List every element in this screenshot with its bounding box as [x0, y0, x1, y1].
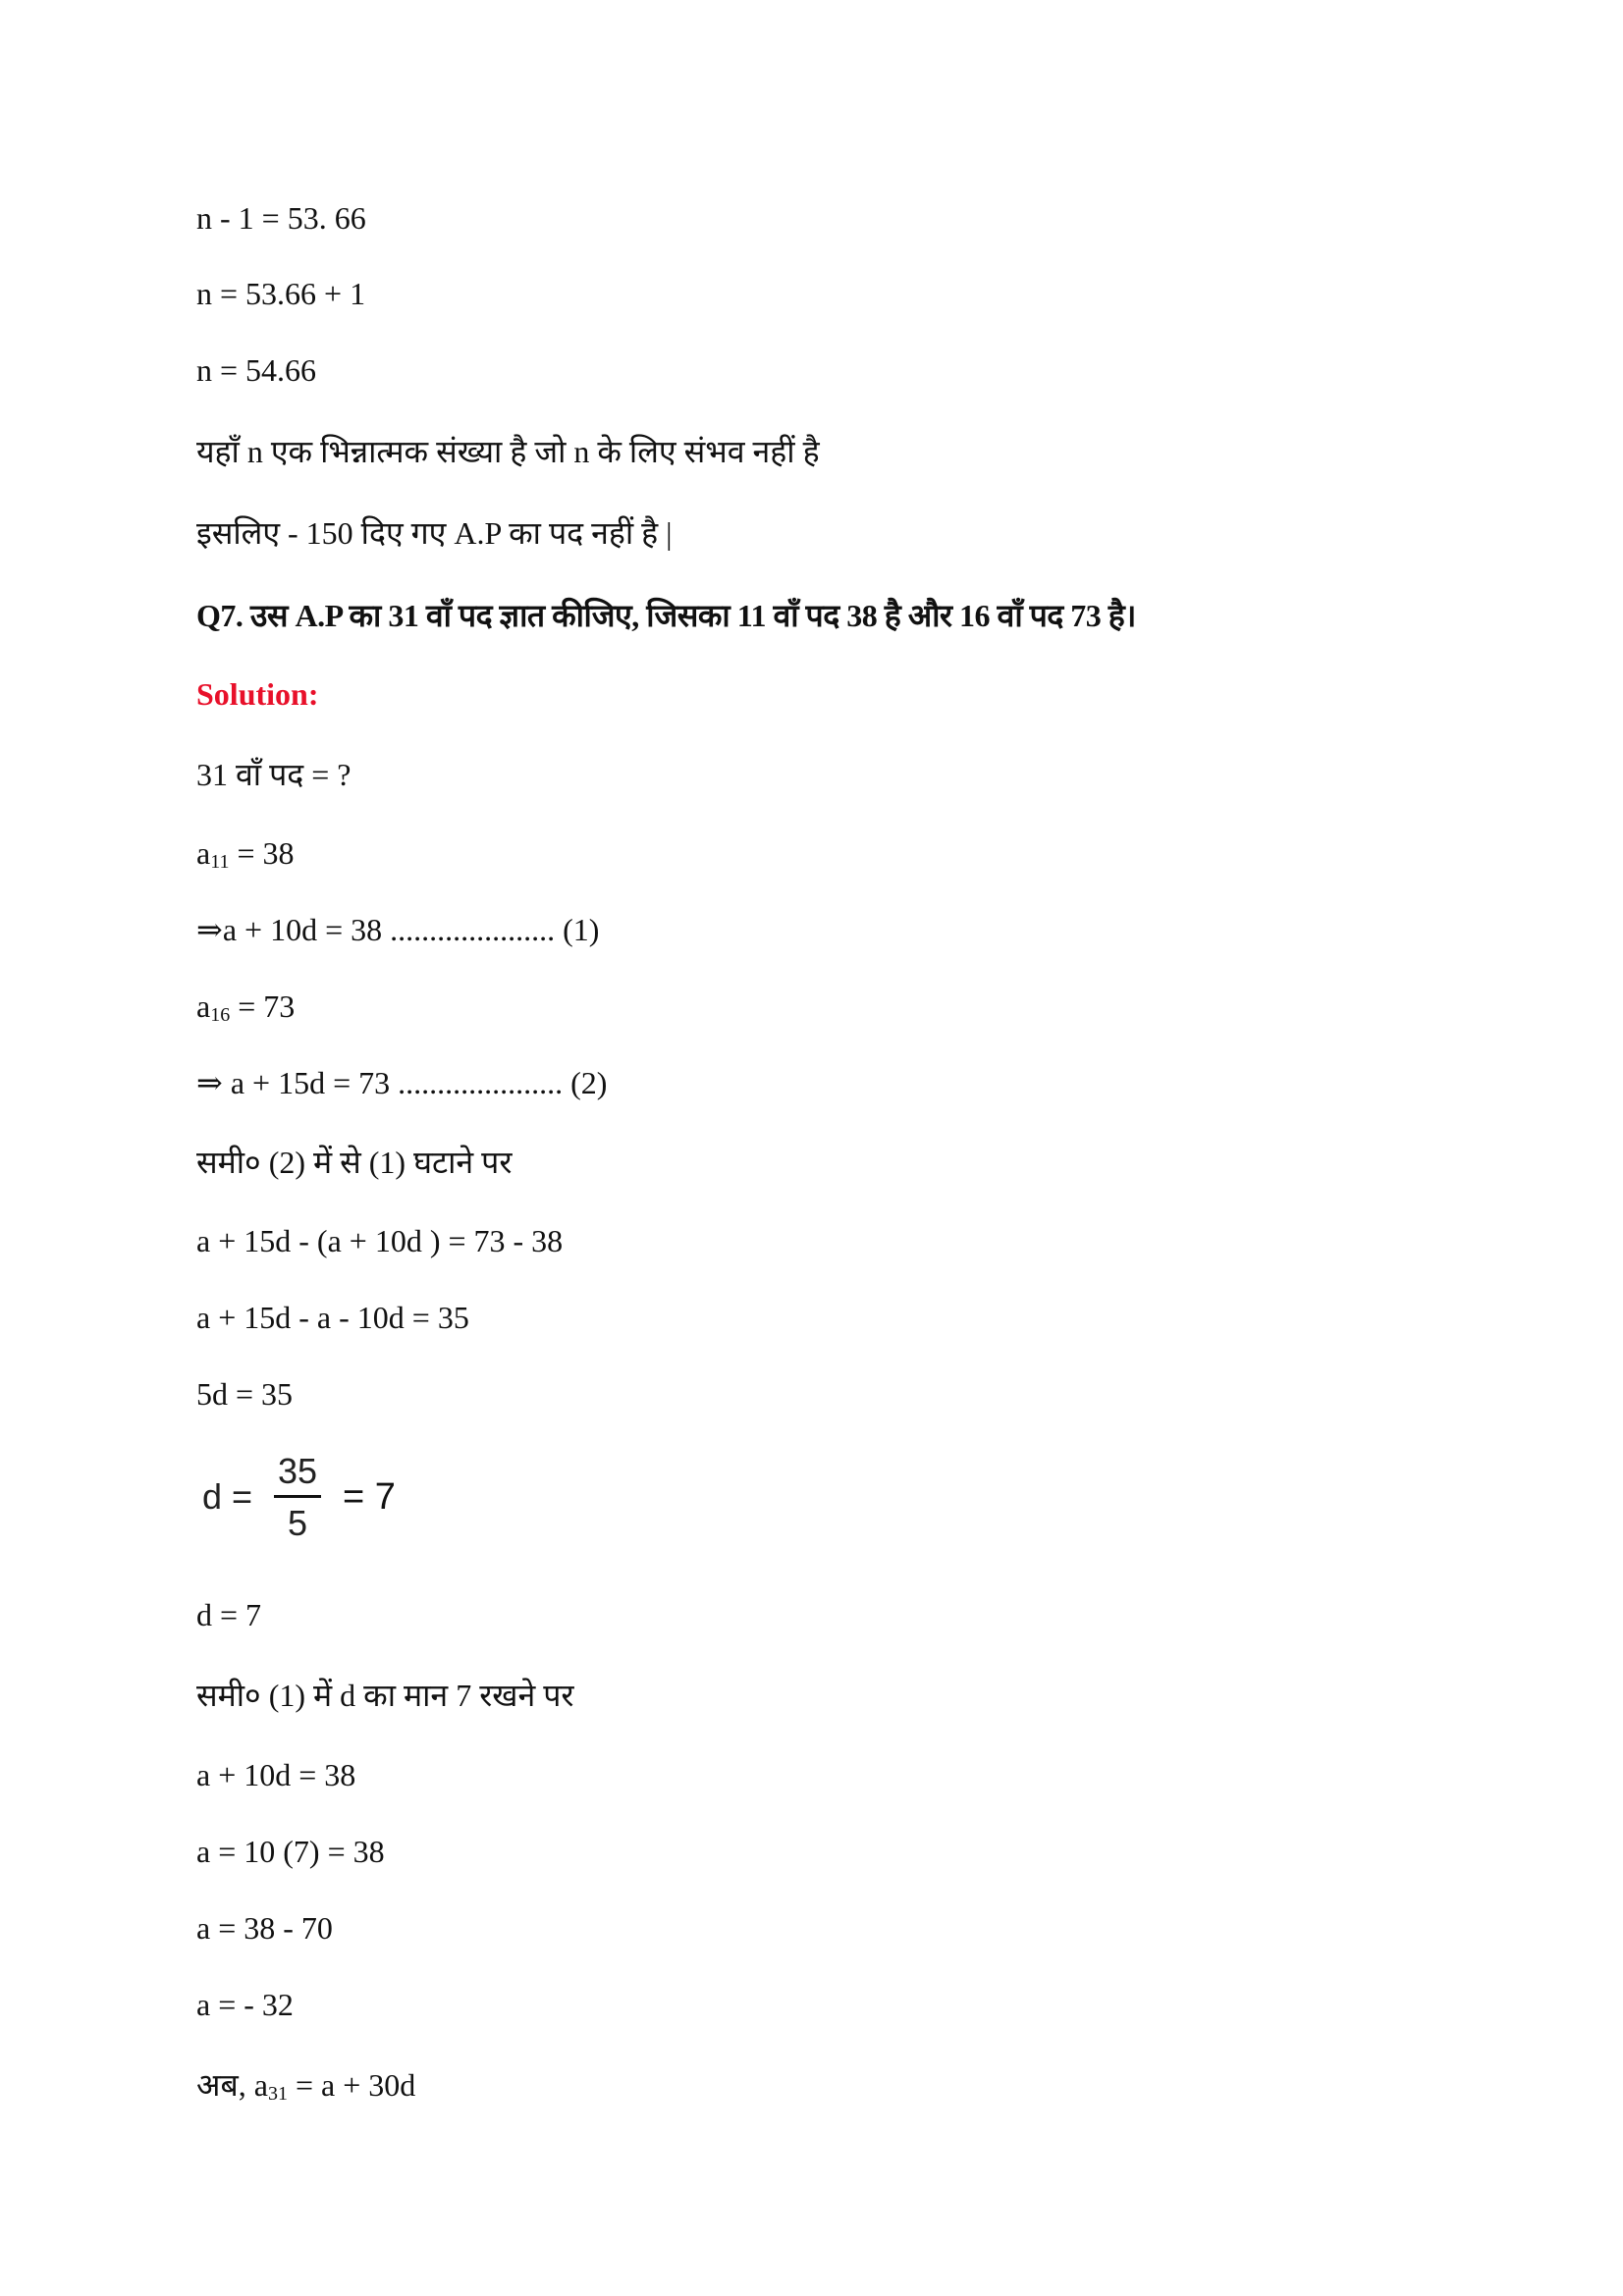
term-value: = 73: [230, 988, 296, 1024]
explanation-line: यहाँ n एक भिन्नात्मक संख्या है जो n के लिए संभव नहीं है: [196, 434, 820, 469]
term-symbol: a: [196, 988, 211, 1024]
fraction: [274, 1452, 321, 1543]
term-symbol: a: [196, 835, 211, 871]
equation-line: n = 53.66 + 1: [196, 276, 366, 311]
conclusion-line: इसलिए - 150 दिए गए A.P का पद नहीं है |: [196, 515, 673, 551]
equation-line: n - 1 = 53. 66: [196, 200, 366, 236]
solution-step: d = 7: [196, 1597, 262, 1632]
solution-step: ⇒a + 10d = 38 ..................... (1): [196, 912, 600, 947]
solution-step: ⇒ a + 15d = 73 ..................... (2): [196, 1065, 608, 1100]
solution-step: समी० (1) में d का मान 7 रखने पर: [196, 1678, 574, 1713]
solution-step: a + 10d = 38: [196, 1757, 356, 1792]
solution-step: 5d = 35: [196, 1376, 294, 1412]
solution-step: [196, 987, 295, 1026]
question-heading: Q7. उस A.P का 31 वाँ पद ज्ञात कीजिए, जिसका 11 वाँ पद 38 है और 16 वाँ पद 73 है।: [196, 598, 1136, 633]
solution-label: Solution:: [196, 676, 319, 712]
solution-step: a = 38 - 70: [196, 1910, 333, 1946]
term-subscript: 11: [210, 851, 230, 873]
fraction-lhs: d =: [202, 1476, 253, 1517]
fraction-equation: [202, 1443, 396, 1551]
term-subscript: 16: [210, 1004, 231, 1026]
final-step: [196, 2065, 415, 2105]
term-value: = 38: [229, 835, 295, 871]
solution-step: a + 15d - a - 10d = 35: [196, 1300, 469, 1335]
solution-step: a + 15d - (a + 10d ) = 73 - 38: [196, 1223, 564, 1258]
solution-step: समी० (2) में से (1) घटाने पर: [196, 1145, 513, 1180]
equation-line: n = 54.66: [196, 352, 317, 388]
solution-step: a = - 32: [196, 1987, 294, 2022]
solution-step: a = 10 (7) = 38: [196, 1834, 385, 1869]
fraction-bar: [274, 1495, 321, 1498]
solution-step: [196, 833, 295, 873]
final-suffix: = a + 30d: [287, 2067, 416, 2103]
fraction-rhs: = 7: [343, 1475, 396, 1518]
final-prefix: अब, a: [196, 2067, 268, 2103]
fraction-denominator: 5: [288, 1502, 308, 1543]
fraction-numerator: 35: [278, 1450, 318, 1491]
final-subscript: 31: [267, 2083, 288, 2105]
solution-step: 31 वाँ पद = ?: [196, 757, 352, 792]
